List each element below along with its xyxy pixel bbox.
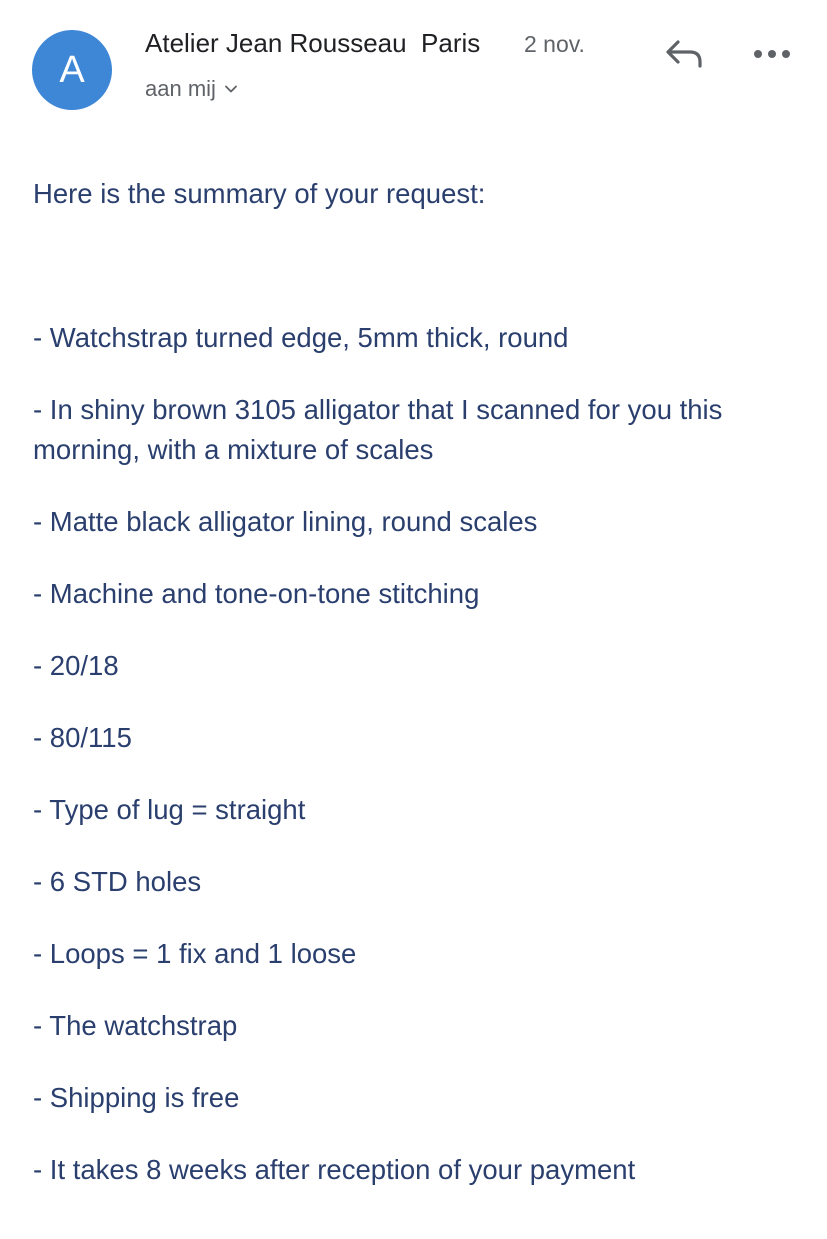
sender-avatar[interactable] <box>32 30 112 110</box>
email-date: 2 nov. <box>524 31 585 57</box>
list-item: - Loops = 1 fix and 1 loose <box>33 938 357 969</box>
more-options-button[interactable] <box>748 38 796 70</box>
list-item: - 20/18 <box>33 650 119 681</box>
list-item: - 80/115 <box>33 722 132 753</box>
list-item: - In shiny brown 3105 alligator that I scanned for you this morning, with a mixture of scales <box>33 394 723 465</box>
list-item: - 6 STD holes <box>33 866 202 897</box>
recipient-label: aan mij <box>145 76 216 101</box>
list-item: - Type of lug = straight <box>33 794 306 825</box>
email-intro: Here is the summary of your request: <box>33 178 486 209</box>
chevron-down-icon <box>224 82 238 96</box>
list-item: - Machine and tone-on-tone stitching <box>33 578 480 609</box>
list-item: - Watchstrap turned edge, 5mm thick, round <box>33 322 569 353</box>
list-item: - Shipping is free <box>33 1082 240 1113</box>
more-horizontal-icon <box>748 38 796 70</box>
reply-icon <box>660 34 708 74</box>
avatar-letter: A <box>59 48 85 91</box>
recipient-details-toggle[interactable] <box>145 76 238 102</box>
list-item: - It takes 8 weeks after reception of your payment <box>33 1154 636 1185</box>
list-item: - The watchstrap <box>33 1010 238 1041</box>
list-item: - Matte black alligator lining, round scales <box>33 506 538 537</box>
reply-button[interactable] <box>660 34 708 74</box>
email-header <box>0 0 827 130</box>
sender-name[interactable]: Atelier Jean Rousseau Paris <box>145 28 481 58</box>
